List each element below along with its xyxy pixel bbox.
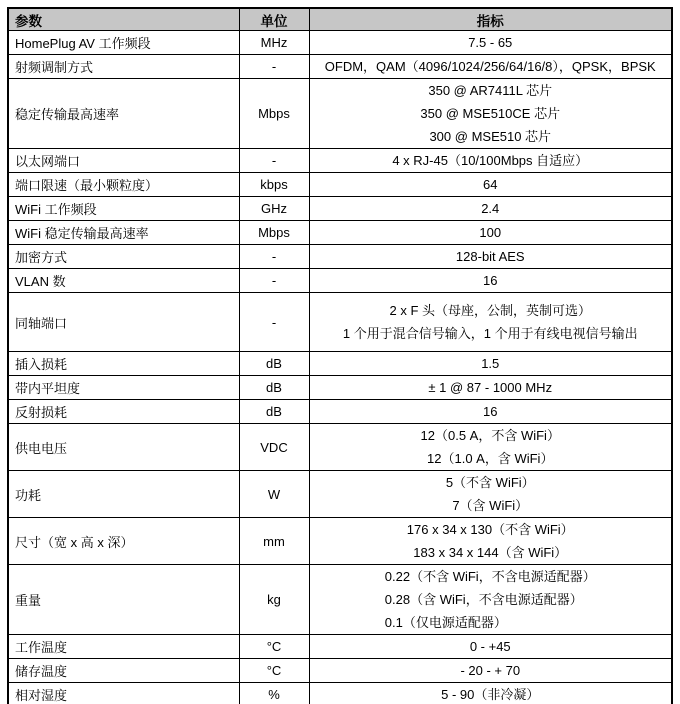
table-row (8, 221, 672, 245)
spec-cell (309, 293, 672, 352)
spec-cell (309, 149, 672, 173)
unit-cell: °C (239, 635, 309, 659)
param-cell: 供电电压 (8, 424, 239, 471)
spec-line: 0 - +45 (469, 639, 511, 654)
spec-line: 16 (483, 404, 498, 419)
spec-line: 100 (479, 225, 502, 240)
spec-line: 16 (483, 273, 498, 288)
spec-cell (309, 424, 672, 471)
table-row (8, 376, 672, 400)
param-cell: 插入损耗 (8, 352, 239, 376)
spec-line: 183 x 34 x 144（含 WiFi） (413, 545, 568, 560)
param-cell: 带内平坦度 (8, 376, 239, 400)
unit-cell: °C (239, 659, 309, 683)
unit-cell: Mbps (239, 79, 309, 149)
unit-cell: - (239, 293, 309, 352)
table-row (8, 424, 672, 471)
param-cell: 尺寸（宽 x 高 x 深） (8, 518, 239, 565)
param-cell: 储存温度 (8, 659, 239, 683)
unit-cell: dB (239, 376, 309, 400)
spec-line: - 20 - + 70 (460, 663, 521, 678)
spec-table-header (8, 8, 672, 31)
spec-line: 2 x F 头（母座，公制，英制可选） (389, 303, 591, 318)
spec-line: 350 @ AR7411L 芯片 (428, 83, 553, 98)
table-row (8, 55, 672, 79)
spec-line: ± 1 @ 87 - 1000 MHz (428, 380, 553, 395)
spec-line: 7（含 WiFi） (452, 498, 529, 513)
spec-cell (309, 565, 672, 635)
spec-cell (309, 635, 672, 659)
spec-line: 5 - 90（非冷凝） (441, 687, 540, 702)
param-cell: WiFi 工作频段 (8, 197, 239, 221)
header-cell-unit: 单位 (239, 8, 309, 31)
spec-line: 12（0.5 A，不含 WiFi） (420, 428, 560, 443)
spec-line: 12（1.0 A，含 WiFi） (427, 451, 554, 466)
unit-cell: MHz (239, 31, 309, 55)
param-cell: 功耗 (8, 471, 239, 518)
table-row (8, 173, 672, 197)
table-row (8, 565, 672, 635)
spec-cell (309, 221, 672, 245)
unit-cell: GHz (239, 197, 309, 221)
spec-line: OFDM，QAM（4096/1024/256/64/16/8），QPSK，BPSK (324, 59, 656, 74)
unit-cell: - (239, 269, 309, 293)
spec-line: 4 x RJ-45（10/100Mbps 自适应） (392, 153, 589, 168)
unit-cell: dB (239, 400, 309, 424)
table-row (8, 245, 672, 269)
table-row (8, 269, 672, 293)
spec-line: 64 (483, 177, 498, 192)
param-cell: VLAN 数 (8, 269, 239, 293)
param-cell: 以太网端口 (8, 149, 239, 173)
table-row (8, 635, 672, 659)
spec-cell (309, 269, 672, 293)
table-row (8, 659, 672, 683)
spec-line: 1 个用于混合信号输入，1 个用于有线电视信号输出 (342, 326, 638, 341)
param-cell: 相对湿度 (8, 683, 239, 704)
spec-line: 7.5 - 65 (468, 35, 513, 50)
param-cell: HomePlug AV 工作频段 (8, 31, 239, 55)
param-cell: 重量 (8, 565, 239, 635)
table-row (8, 149, 672, 173)
table-row (8, 79, 672, 149)
param-cell: 工作温度 (8, 635, 239, 659)
spec-cell (309, 197, 672, 221)
unit-cell: kbps (239, 173, 309, 197)
unit-cell: mm (239, 518, 309, 565)
param-cell: 加密方式 (8, 245, 239, 269)
param-cell: 端口限速（最小颗粒度） (8, 173, 239, 197)
unit-cell: kg (239, 565, 309, 635)
spec-cell (309, 79, 672, 149)
table-row (8, 197, 672, 221)
unit-cell: - (239, 55, 309, 79)
spec-line: 176 x 34 x 130（不含 WiFi） (406, 522, 574, 537)
spec-line: 300 @ MSE510 芯片 (429, 129, 552, 144)
unit-cell: % (239, 683, 309, 704)
table-row (8, 293, 672, 352)
param-cell: WiFi 稳定传输最高速率 (8, 221, 239, 245)
unit-cell: W (239, 471, 309, 518)
spec-line: 5（不含 WiFi） (445, 475, 535, 490)
spec-table (7, 7, 673, 704)
table-row (8, 471, 672, 518)
spec-line: 0.22（不含 WiFi，不含电源适配器） (384, 569, 596, 584)
param-cell: 稳定传输最高速率 (8, 79, 239, 149)
unit-cell: - (239, 149, 309, 173)
spec-cell (309, 683, 672, 704)
header-row (8, 8, 672, 31)
table-row (8, 683, 672, 704)
spec-cell (309, 31, 672, 55)
spec-cell (309, 173, 672, 197)
header-cell-spec: 指标 (309, 8, 672, 31)
spec-line: 0.28（含 WiFi，不含电源适配器） (384, 592, 583, 607)
table-row (8, 31, 672, 55)
unit-cell: - (239, 245, 309, 269)
spec-line: 128-bit AES (455, 249, 525, 264)
param-cell: 反射损耗 (8, 400, 239, 424)
spec-cell (309, 400, 672, 424)
spec-cell (309, 352, 672, 376)
spec-line: 2.4 (481, 201, 500, 216)
spec-line-block (385, 565, 596, 634)
param-cell: 射频调制方式 (8, 55, 239, 79)
table-row (8, 518, 672, 565)
spec-cell (309, 245, 672, 269)
header-cell-param: 参数 (8, 8, 239, 31)
spec-line: 0.1（仅电源适配器） (384, 615, 507, 630)
spec-cell (309, 55, 672, 79)
spec-cell (309, 659, 672, 683)
spec-cell (309, 471, 672, 518)
spec-line: 350 @ MSE510CE 芯片 (420, 106, 561, 121)
unit-cell: Mbps (239, 221, 309, 245)
unit-cell: dB (239, 352, 309, 376)
spec-table-body (8, 31, 672, 704)
table-row (8, 352, 672, 376)
table-row (8, 400, 672, 424)
param-cell: 同轴端口 (8, 293, 239, 352)
spec-cell (309, 376, 672, 400)
spec-cell (309, 518, 672, 565)
unit-cell: VDC (239, 424, 309, 471)
spec-line: 1.5 (481, 356, 500, 371)
